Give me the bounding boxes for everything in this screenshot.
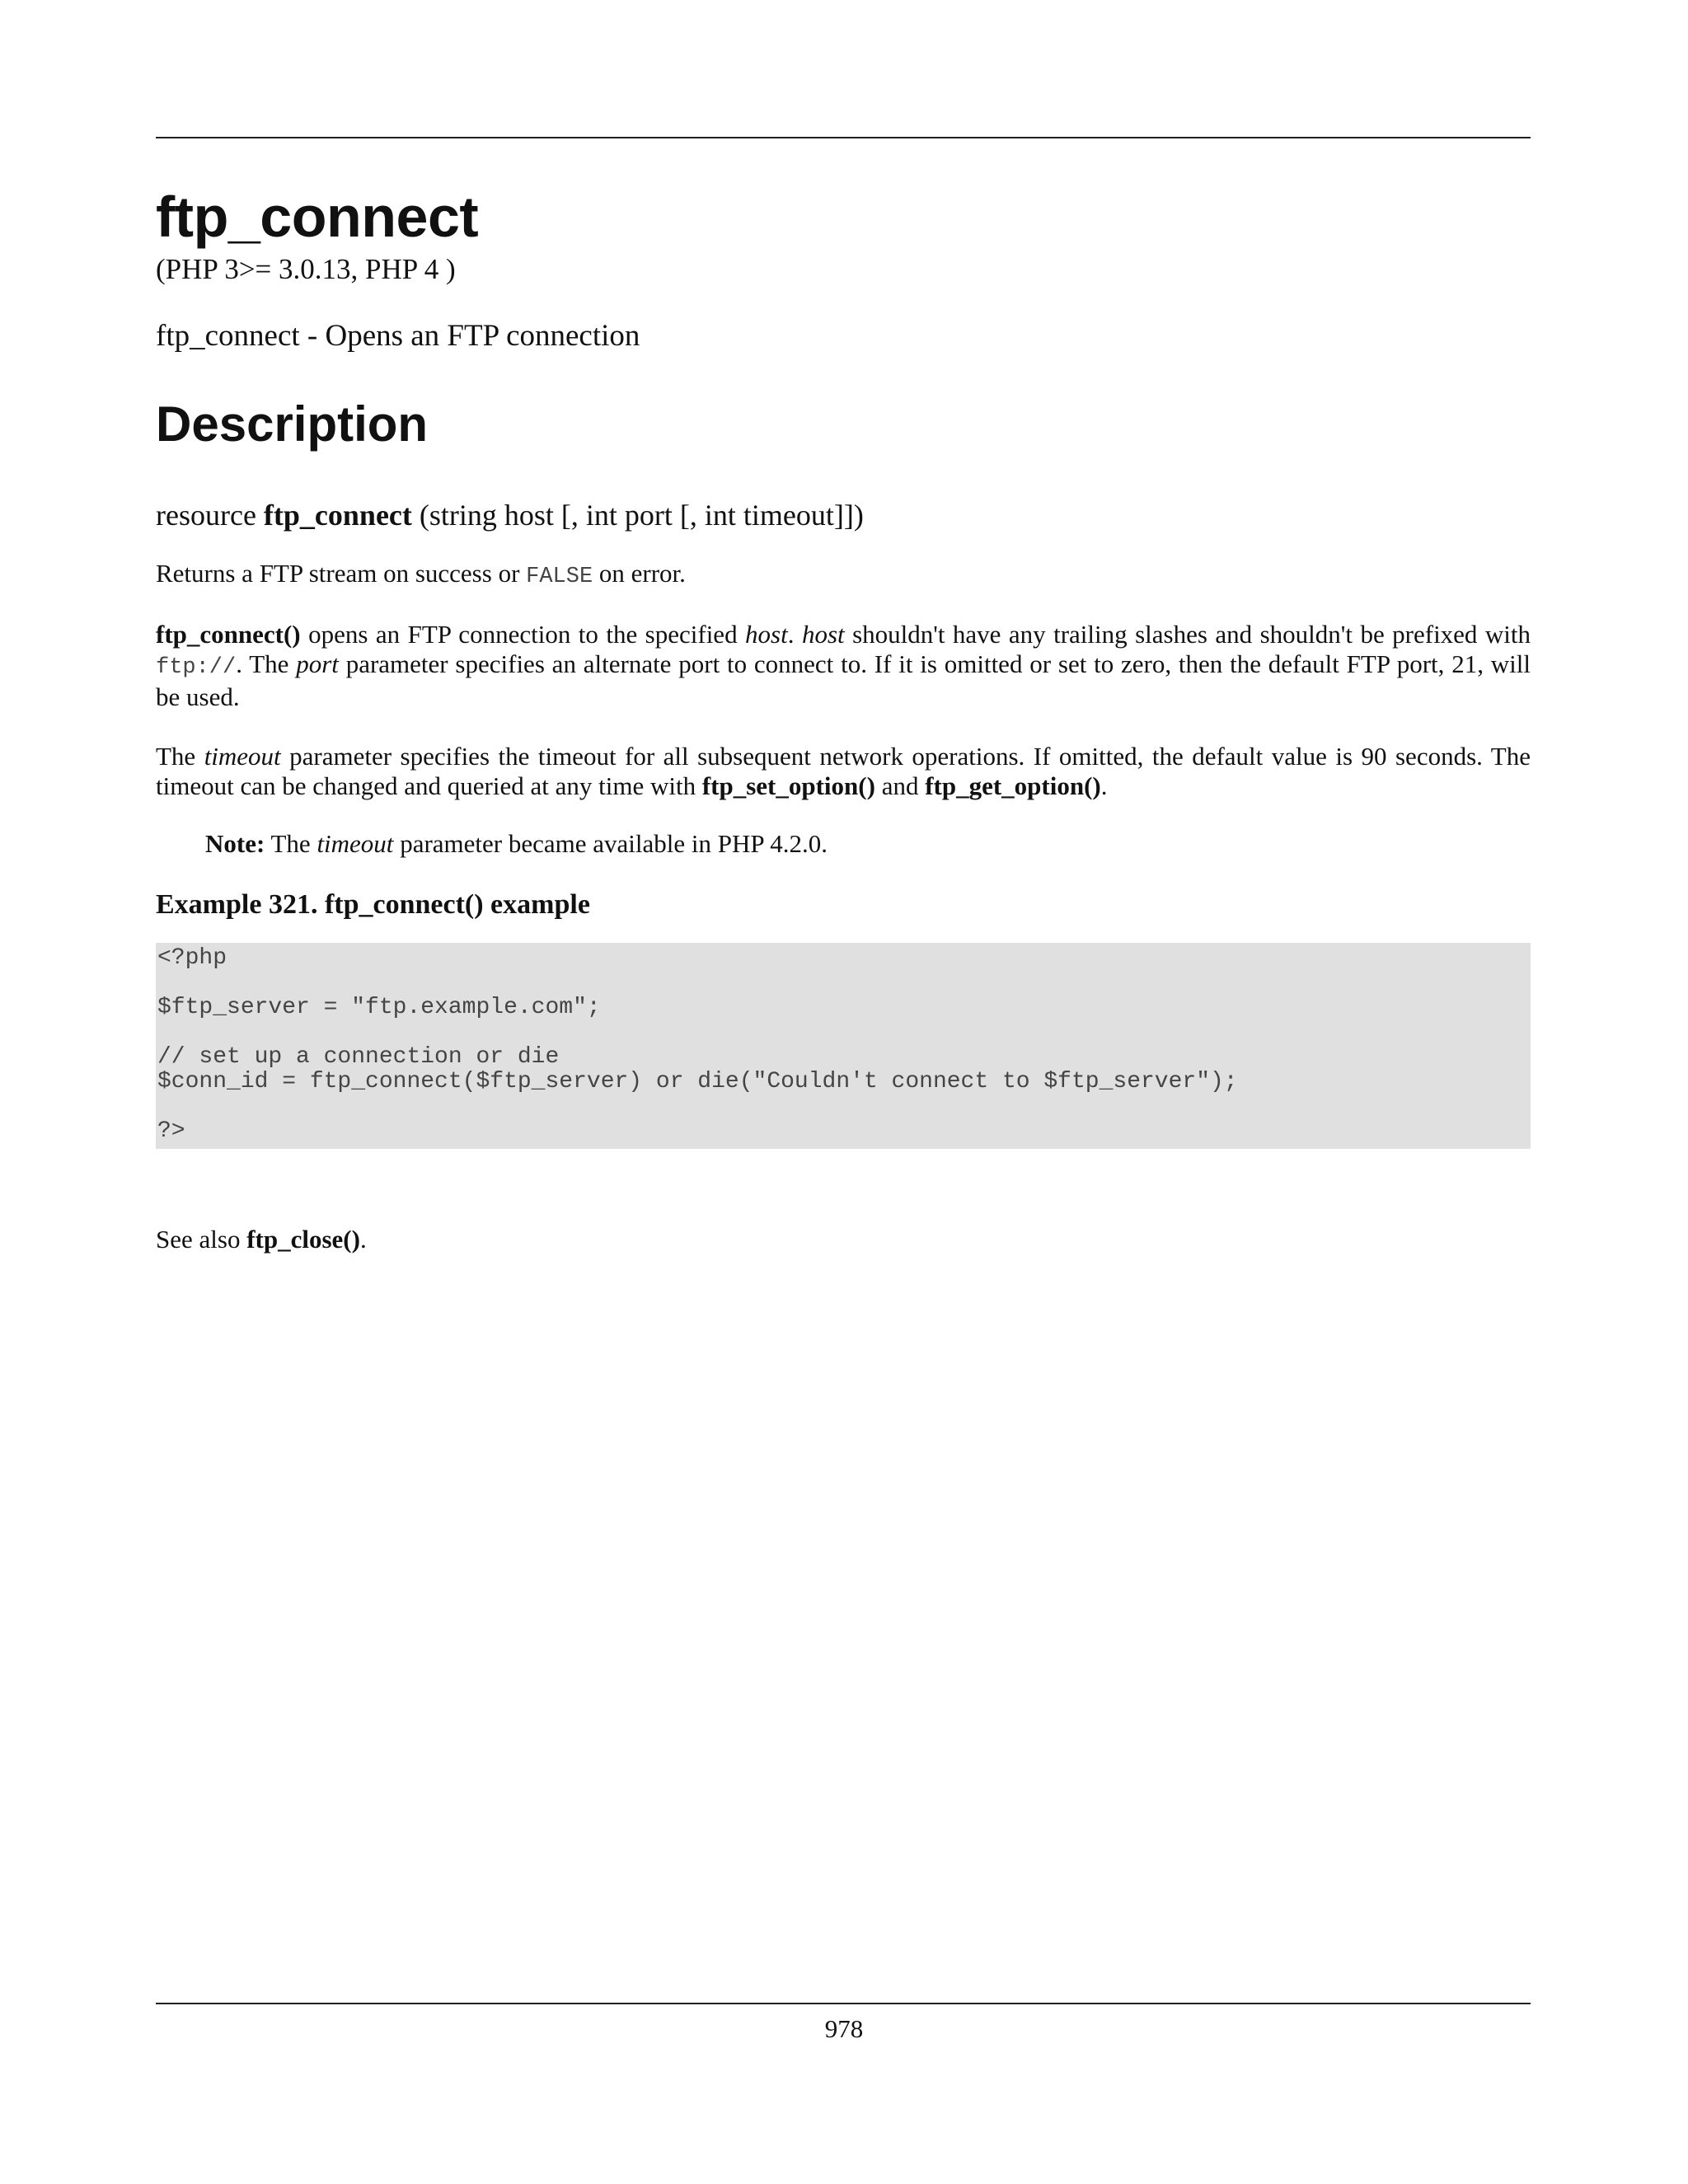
function-purpose: ftp_connect - Opens an FTP connection xyxy=(156,319,640,353)
example-title: Example 321. ftp_connect() example xyxy=(156,888,590,920)
desc-text: . The xyxy=(236,649,297,678)
page-number: 978 xyxy=(824,2014,864,2043)
footer-rule xyxy=(156,2003,1531,2004)
code-line xyxy=(157,1020,1529,1045)
param-timeout: timeout xyxy=(204,741,281,771)
note-text: parameter became available in PHP 4.2.0. xyxy=(393,828,828,858)
code-line: <?php xyxy=(157,945,227,972)
function-synopsis xyxy=(156,498,1531,533)
code-line: ?> xyxy=(157,1118,185,1145)
code-line: // set up a connection or die xyxy=(157,1044,560,1071)
returns-text-end: on error. xyxy=(593,558,686,588)
synopsis-params: (string host [, int port [, int timeout]]) xyxy=(419,499,864,532)
function-ref-close[interactable]: ftp_close() xyxy=(246,1225,360,1254)
param-timeout: timeout xyxy=(316,828,394,858)
param-port: port xyxy=(296,649,339,678)
timeout-text: The xyxy=(156,741,204,771)
see-also xyxy=(156,1225,1531,1254)
param-host: host xyxy=(745,619,788,649)
returns-paragraph xyxy=(156,559,1531,592)
note-text: The xyxy=(265,828,317,858)
code-line xyxy=(157,971,1529,996)
param-host: host xyxy=(801,619,845,649)
code-line xyxy=(157,1094,1529,1119)
desc-text: shouldn't have any trailing slashes and shouldn't be prefixed with xyxy=(844,619,1531,649)
synopsis-function-name: ftp_connect xyxy=(263,499,412,532)
function-ref-get-option: ftp_get_option() xyxy=(925,771,1101,800)
desc-text: opens an FTP connection to the specified xyxy=(300,619,746,649)
version-info: (PHP 3>= 3.0.13, PHP 4 ) xyxy=(156,253,456,285)
code-block xyxy=(156,943,1531,1149)
desc-text: parameter specifies an alternate port to connect to. If it is omitted or set to zero, then the default FTP port, 21, will be used. xyxy=(156,649,1531,711)
note xyxy=(205,829,1531,859)
see-also-text: See also xyxy=(156,1225,247,1254)
timeout-text: . xyxy=(1100,771,1108,800)
synopsis-return-type: resource xyxy=(156,499,256,532)
false-constant: FALSE xyxy=(526,564,593,589)
page-content xyxy=(156,185,1531,1254)
function-ref-set-option: ftp_set_option() xyxy=(701,771,875,800)
timeout-text: parameter specifies the timeout for all subsequent network operations. If omitted, the default value is 90 seconds. The timeout can be changed and queried at any time with xyxy=(156,741,1531,800)
section-title: Description xyxy=(156,396,429,452)
note-label: Note: xyxy=(205,828,265,858)
timeout-paragraph xyxy=(156,742,1531,801)
code-line: $ftp_server = "ftp.example.com"; xyxy=(157,995,601,1021)
header-rule xyxy=(156,137,1531,138)
desc-text: . xyxy=(787,619,802,649)
ftp-prefix: ftp:// xyxy=(156,654,237,680)
function-ref: ftp_connect() xyxy=(156,619,301,649)
timeout-text: and xyxy=(874,771,926,800)
description-paragraph xyxy=(156,620,1531,712)
function-title: ftp_connect xyxy=(156,185,479,249)
code-line: $conn_id = ftp_connect($ftp_server) or die("Couldn't connect to $ftp_server"); xyxy=(157,1069,1238,1095)
see-also-text-end: . xyxy=(359,1225,367,1254)
returns-text: Returns a FTP stream on success or xyxy=(156,558,527,588)
